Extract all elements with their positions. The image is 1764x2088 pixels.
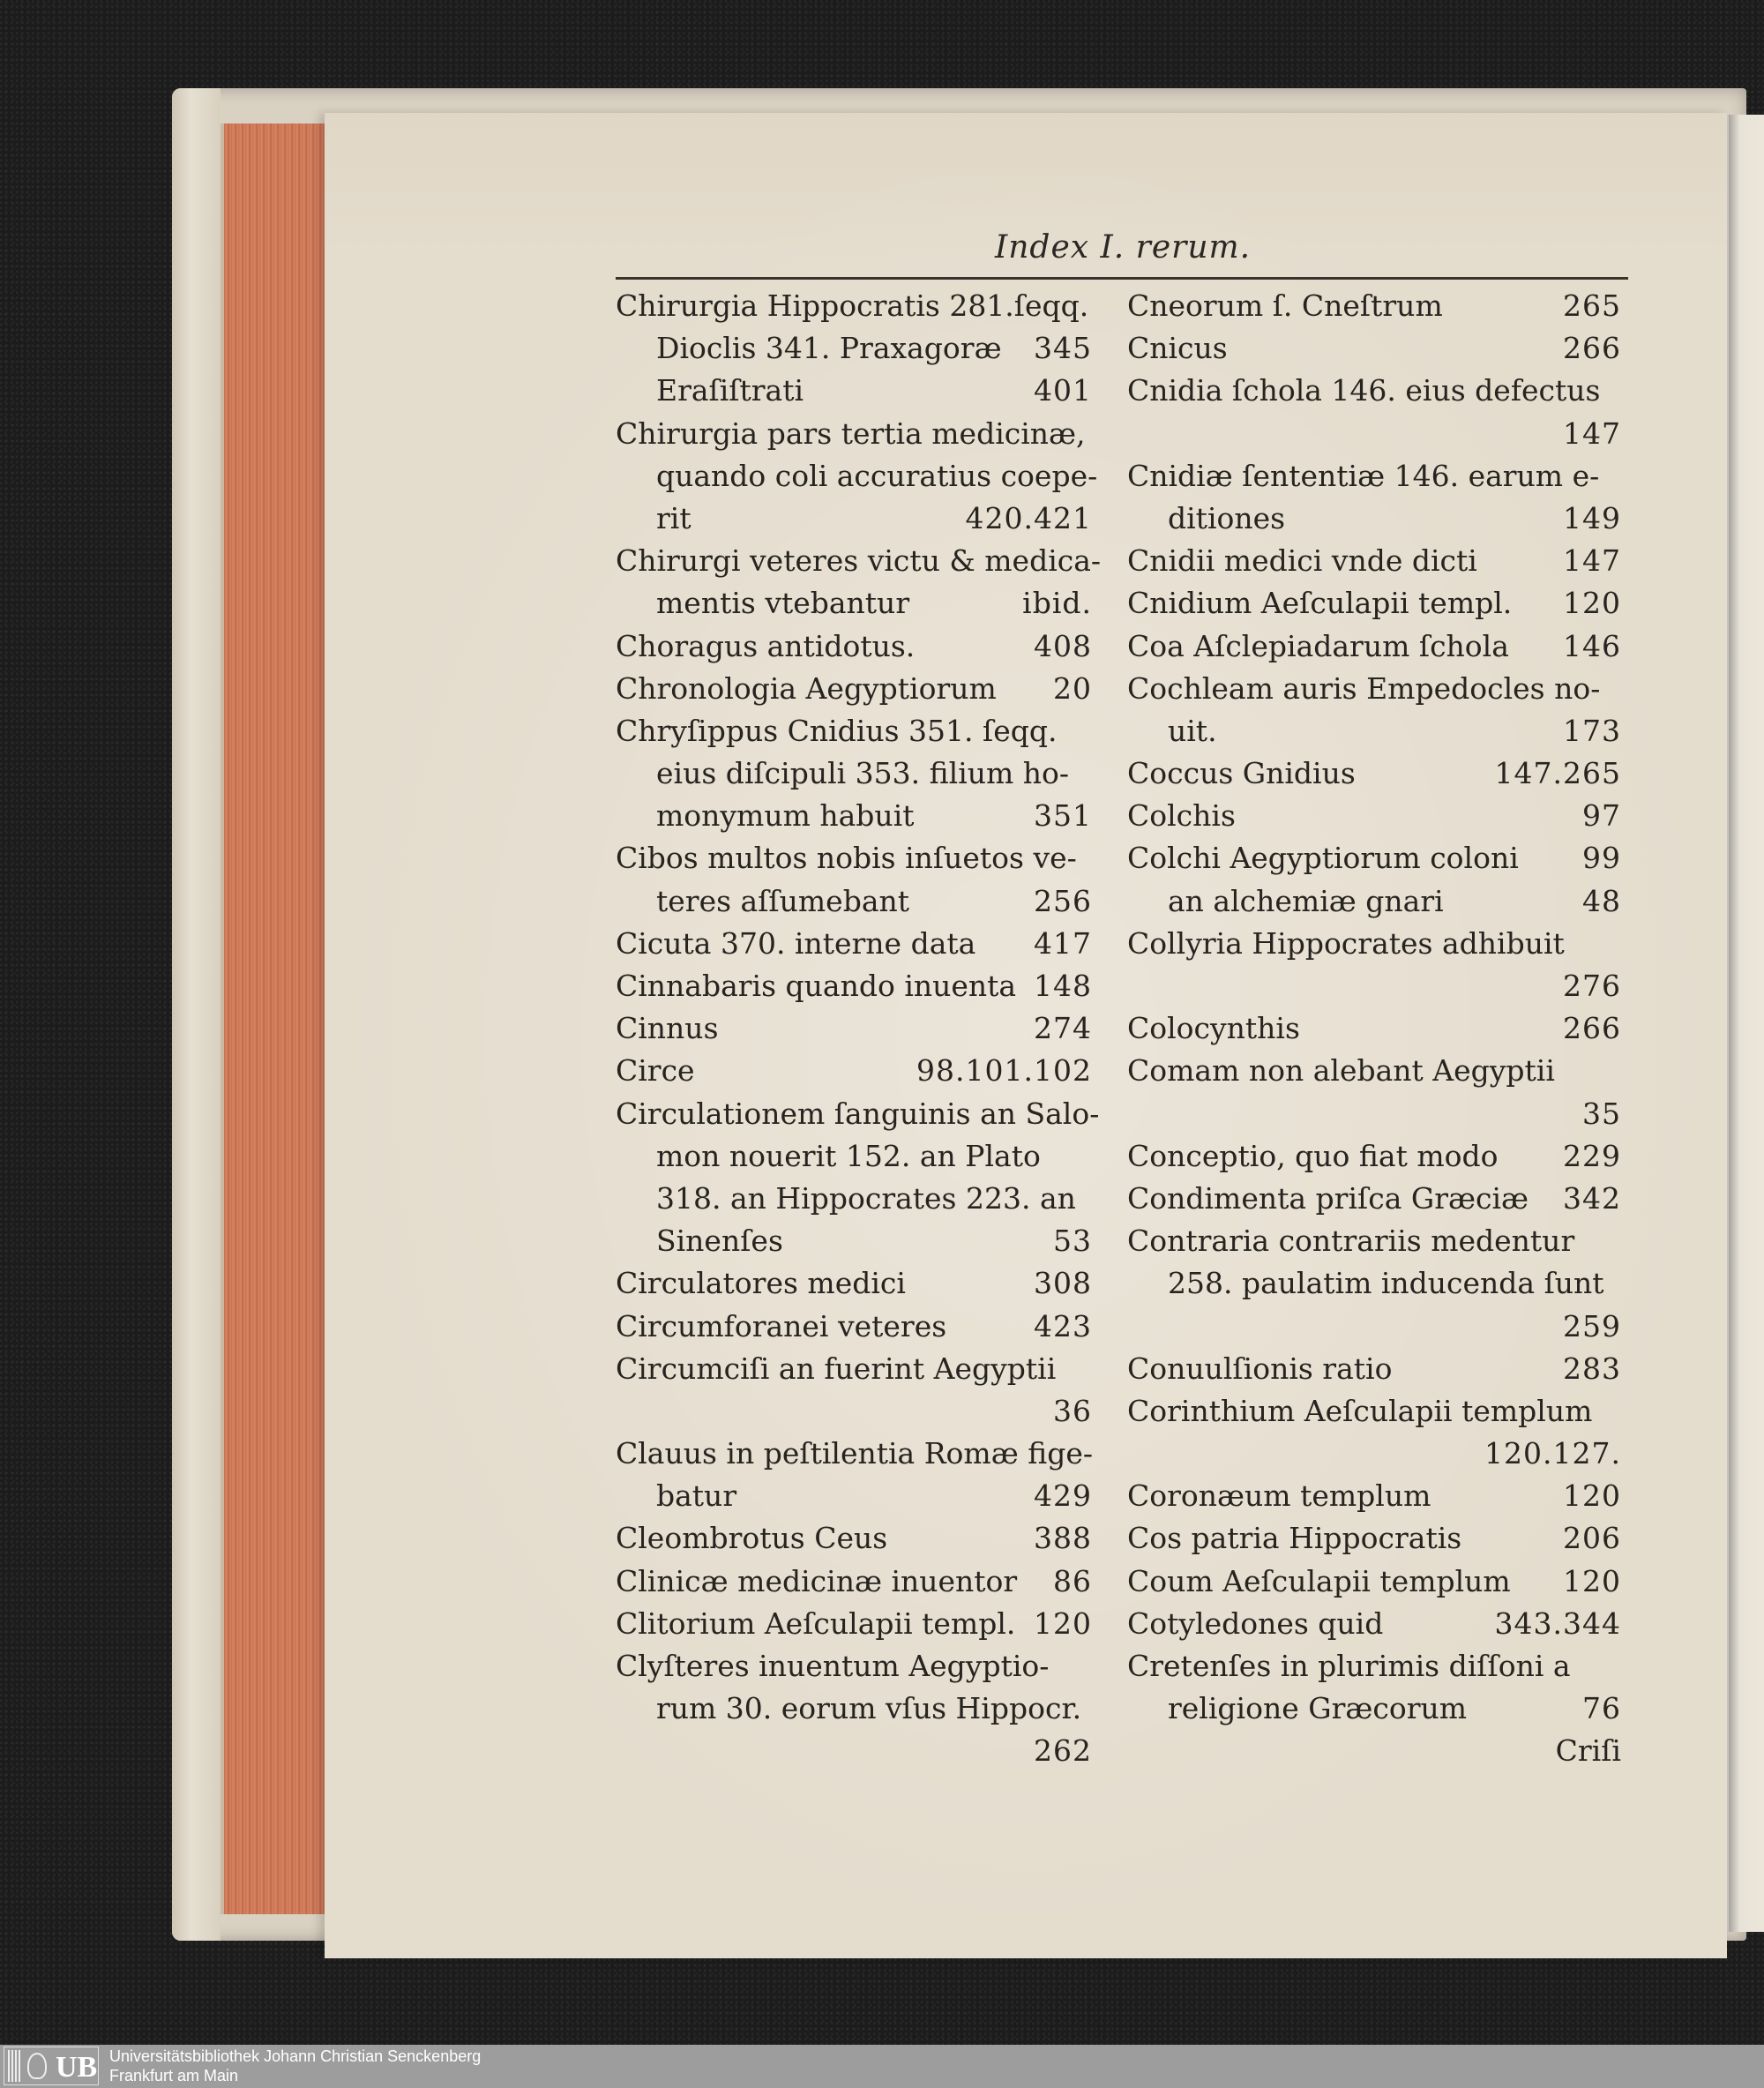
page-reference: 343.344 bbox=[1494, 1605, 1621, 1641]
index-entry-line bbox=[616, 1390, 1092, 1433]
page-reference: 120 bbox=[1563, 1563, 1621, 1598]
entry-text: religione Græcorum bbox=[1168, 1691, 1468, 1726]
page-reference: 48 bbox=[1582, 883, 1621, 918]
index-entry-line bbox=[616, 1050, 1092, 1092]
page-reference: 274 bbox=[1034, 1011, 1092, 1046]
entry-text: Circumciſi an fuerint Aegyptii bbox=[616, 1351, 1057, 1386]
entry-text: Clyſteres inuentum Aegyptio- bbox=[616, 1649, 1050, 1683]
entry-text: Cnidia ſchola 146. eius defectus bbox=[1127, 373, 1601, 408]
entry-text: monymum habuit bbox=[656, 798, 915, 834]
entry-text: Colocynthis bbox=[1127, 1011, 1300, 1046]
index-entry-line bbox=[616, 1730, 1092, 1772]
catchword-line bbox=[1127, 1730, 1621, 1772]
entry-text: Circe bbox=[616, 1053, 695, 1089]
index-entry-line bbox=[1127, 795, 1621, 837]
index-entry-line bbox=[616, 880, 1092, 923]
page-reference: 86 bbox=[1053, 1563, 1092, 1598]
index-entry-line bbox=[616, 752, 1092, 795]
entry-text: Cneorum ſ. Cneſtrum bbox=[1127, 288, 1443, 323]
index-entry-line bbox=[616, 965, 1092, 1007]
index-entry-line bbox=[1127, 1093, 1621, 1135]
index-entry-line bbox=[616, 1306, 1092, 1348]
page-reference: 35 bbox=[1582, 1096, 1621, 1131]
page-reference: 256 bbox=[1034, 883, 1092, 918]
index-entry-line bbox=[1127, 1178, 1621, 1220]
entry-text: rum 30. eorum vſus Hippocr. bbox=[656, 1691, 1082, 1726]
index-entry-line bbox=[616, 540, 1102, 582]
page-reference: 173 bbox=[1563, 713, 1621, 748]
page-reference: 149 bbox=[1563, 500, 1621, 535]
index-entry-line bbox=[1127, 1433, 1621, 1475]
entry-text: Cretenſes in plurimis diſſoni a bbox=[1127, 1649, 1571, 1683]
index-entry-line bbox=[1127, 880, 1621, 923]
entry-text: Circulationem ſanguinis an Salo- bbox=[616, 1096, 1100, 1131]
page-reference: 36 bbox=[1053, 1393, 1092, 1428]
header-rule bbox=[616, 277, 1628, 280]
entry-text: Conceptio, quo fiat modo bbox=[1127, 1138, 1499, 1173]
page-reference: 146 bbox=[1563, 628, 1621, 663]
portrait-icon bbox=[27, 2053, 47, 2079]
entry-text: eius diſcipuli 353. filium ho- bbox=[656, 756, 1070, 791]
entry-text: batur bbox=[656, 1478, 737, 1514]
entry-text: Circulatores medici bbox=[616, 1266, 906, 1301]
index-entry-line bbox=[1127, 1475, 1621, 1517]
index-entry-line bbox=[616, 285, 1092, 327]
library-footer-bar bbox=[0, 2045, 1764, 2088]
entry-text: Dioclis 341. Praxagoræ bbox=[656, 331, 1002, 366]
entry-text: Cnidii medici vnde dicti bbox=[1127, 543, 1477, 579]
index-entry-line bbox=[616, 582, 1092, 625]
entry-text: Clitorium Aeſculapii templ. bbox=[616, 1605, 1016, 1641]
page-reference: 206 bbox=[1563, 1521, 1621, 1556]
index-entry-line bbox=[1127, 413, 1621, 455]
index-entry-line bbox=[1127, 1348, 1621, 1390]
index-entry-line bbox=[1127, 965, 1621, 1007]
entry-text: rit bbox=[656, 500, 691, 535]
entry-text: Cochleam auris Empedocles no- bbox=[1127, 670, 1601, 706]
entry-text: Comam non alebant Aegyptii bbox=[1127, 1053, 1555, 1089]
index-entry-line bbox=[616, 455, 1098, 498]
binding-spine-fold bbox=[172, 88, 220, 1941]
page-reference: 266 bbox=[1563, 1011, 1621, 1046]
page-reference: 351 bbox=[1034, 798, 1092, 834]
entry-text: Coronæum templum bbox=[1127, 1478, 1431, 1514]
entry-text: mon nouerit 152. an Plato bbox=[656, 1138, 1041, 1173]
page-reference: 408 bbox=[1034, 628, 1092, 663]
entry-text: Contraria contrariis medentur bbox=[1127, 1224, 1575, 1259]
page-reference: 120 bbox=[1034, 1605, 1092, 1641]
index-entry-line bbox=[616, 1517, 1092, 1560]
index-entry-line bbox=[1127, 540, 1621, 582]
index-entry-line bbox=[616, 795, 1092, 837]
index-entry-line bbox=[1127, 752, 1621, 795]
index-entry-line bbox=[1127, 285, 1621, 327]
book-page bbox=[325, 113, 1727, 1958]
entry-text: Clauus in peſtilentia Romæ fige- bbox=[616, 1436, 1094, 1471]
index-column-right bbox=[1127, 285, 1621, 1773]
page-reference: 20 bbox=[1053, 670, 1092, 706]
index-entry-line bbox=[1127, 370, 1621, 412]
index-entry-line bbox=[1127, 923, 1621, 965]
index-entry-line bbox=[616, 1093, 1100, 1135]
entry-text: Cibos multos nobis inſuetos ve- bbox=[616, 841, 1077, 876]
page-reference: 262 bbox=[1034, 1733, 1092, 1769]
page-reference: 97 bbox=[1582, 798, 1621, 834]
page-reference: 266 bbox=[1563, 331, 1621, 366]
index-entry-line bbox=[1127, 1007, 1621, 1050]
institution-city: Frankfurt am Main bbox=[109, 2067, 239, 2084]
index-entry-line bbox=[616, 1007, 1092, 1050]
index-entry-line bbox=[616, 1645, 1092, 1688]
page-reference: 148 bbox=[1034, 969, 1092, 1003]
index-entry-line bbox=[1127, 498, 1621, 540]
page-reference: 120 bbox=[1563, 586, 1621, 621]
ub-logo-icon bbox=[4, 2047, 99, 2085]
index-entry-line bbox=[1127, 1390, 1621, 1433]
entry-text: Clinicæ medicinæ inuentor bbox=[616, 1563, 1018, 1598]
index-entry-line bbox=[616, 625, 1092, 668]
page-reference: 229 bbox=[1563, 1138, 1621, 1173]
entry-text: uit. bbox=[1168, 713, 1217, 748]
index-entry-line bbox=[616, 923, 1092, 965]
index-entry-line bbox=[616, 413, 1092, 455]
index-entry-line bbox=[1127, 582, 1621, 625]
entry-text: Cnidiæ ſententiæ 146. earum e- bbox=[1127, 458, 1600, 493]
index-entry-line bbox=[616, 668, 1092, 710]
entry-text: Corinthium Aeſculapii templum bbox=[1127, 1393, 1593, 1428]
page-reference: 388 bbox=[1034, 1521, 1092, 1556]
page-reference: 98.101.102 bbox=[916, 1053, 1092, 1089]
index-entry-line bbox=[1127, 668, 1621, 710]
entry-text: Sinenſes bbox=[656, 1224, 783, 1259]
running-head: Index I. rerum. bbox=[995, 229, 1252, 266]
index-entry-line bbox=[1127, 710, 1621, 752]
index-entry-line bbox=[1127, 1306, 1621, 1348]
entry-text: Coum Aeſculapii templum bbox=[1127, 1563, 1511, 1598]
page-reference: 120 bbox=[1563, 1478, 1621, 1514]
index-entry-line bbox=[1127, 837, 1621, 879]
page-reference: 120.127. bbox=[1484, 1436, 1621, 1471]
logo-text: UB bbox=[56, 2051, 98, 2084]
index-entry-line bbox=[1127, 455, 1621, 498]
page-reference: 342 bbox=[1563, 1180, 1621, 1216]
index-entry-line bbox=[616, 1178, 1092, 1220]
entry-text: Cotyledones quid bbox=[1127, 1605, 1384, 1641]
entry-text: ditiones bbox=[1168, 500, 1286, 535]
page-reference: 401 bbox=[1034, 373, 1092, 408]
index-entry-line bbox=[1127, 1262, 1621, 1305]
entry-text: Cnidium Aeſculapii templ. bbox=[1127, 586, 1513, 621]
index-entry-line bbox=[1127, 1517, 1621, 1560]
entry-text: quando coli accuratius coepe- bbox=[656, 458, 1098, 493]
page-reference: 99 bbox=[1582, 841, 1621, 876]
entry-text: Chronologia Aegyptiorum bbox=[616, 670, 997, 706]
page-reference: 265 bbox=[1563, 288, 1621, 323]
entry-text: Cnicus bbox=[1127, 331, 1228, 366]
page-reference: 259 bbox=[1563, 1308, 1621, 1343]
index-entry-line bbox=[616, 370, 1092, 412]
index-entry-line bbox=[616, 1220, 1092, 1262]
page-reference: 417 bbox=[1034, 925, 1092, 961]
entry-text: Cicuta 370. interne data bbox=[616, 925, 976, 961]
index-entry-line bbox=[616, 498, 1092, 540]
page-reference: 345 bbox=[1034, 331, 1092, 366]
pillars-icon bbox=[8, 2050, 20, 2082]
page-reference: 147.265 bbox=[1494, 756, 1621, 791]
catchword: Criſi bbox=[1555, 1733, 1621, 1769]
index-column-left bbox=[616, 285, 1102, 1773]
entry-text: Cinnabaris quando inuenta bbox=[616, 969, 1017, 1003]
index-entry-line bbox=[1127, 625, 1621, 668]
index-entry-line bbox=[616, 1603, 1092, 1645]
entry-text: Chirurgia Hippocratis 281.ſeqq. bbox=[616, 288, 1089, 323]
entry-text: Collyria Hippocrates adhibuit bbox=[1127, 925, 1565, 961]
entry-text: Coa Aſclepiadarum ſchola bbox=[1127, 628, 1509, 663]
entry-text: Chryſippus Cnidius 351. ſeqq. bbox=[616, 713, 1058, 748]
index-entry-line bbox=[616, 1475, 1092, 1517]
entry-text: Chirurgi veteres victu & medica- bbox=[616, 543, 1102, 579]
entry-text: Cleombrotus Ceus bbox=[616, 1521, 888, 1556]
entry-text: an alchemiæ gnari bbox=[1168, 883, 1444, 918]
entry-text: Conuulſionis ratio bbox=[1127, 1351, 1393, 1386]
index-entry-line bbox=[616, 1348, 1092, 1390]
page-reference: 147 bbox=[1563, 415, 1621, 451]
page-reference: 276 bbox=[1563, 969, 1621, 1003]
entry-text: Colchis bbox=[1127, 798, 1236, 834]
entry-text: Cinnus bbox=[616, 1011, 719, 1046]
page-reference: 423 bbox=[1034, 1308, 1092, 1343]
index-entry-line bbox=[616, 837, 1092, 879]
entry-text: Coccus Gnidius bbox=[1127, 756, 1356, 791]
index-entry-line bbox=[616, 1560, 1092, 1603]
index-entry-line bbox=[1127, 1050, 1621, 1092]
index-entry-line bbox=[616, 1262, 1092, 1305]
facing-page-edge bbox=[1727, 115, 1764, 1932]
page-reference: 308 bbox=[1034, 1266, 1092, 1301]
index-entry-line bbox=[1127, 1135, 1621, 1178]
entry-text: Colchi Aegyptiorum coloni bbox=[1127, 841, 1519, 876]
index-entry-line bbox=[616, 327, 1092, 370]
index-entry-line bbox=[1127, 1220, 1621, 1262]
entry-text: Cos patria Hippocratis bbox=[1127, 1521, 1462, 1556]
entry-text: 258. paulatim inducenda ſunt bbox=[1168, 1266, 1604, 1301]
entry-text: Eraſiſtrati bbox=[656, 373, 804, 408]
page-reference: 76 bbox=[1582, 1691, 1621, 1726]
index-entry-line bbox=[616, 710, 1092, 752]
index-entry-line bbox=[616, 1135, 1092, 1178]
index-entry-line bbox=[1127, 1560, 1621, 1603]
index-entry-line bbox=[1127, 1688, 1621, 1730]
page-reference: 283 bbox=[1563, 1351, 1621, 1386]
index-entry-line bbox=[616, 1433, 1092, 1475]
index-entry-line bbox=[1127, 1645, 1621, 1688]
page-reference: ibid. bbox=[1022, 586, 1092, 621]
page-reference: 429 bbox=[1034, 1478, 1092, 1514]
entry-text: Chirurgia pars tertia medicinæ, bbox=[616, 415, 1086, 451]
entry-text: Condimenta priſca Græciæ bbox=[1127, 1180, 1529, 1216]
entry-text: 318. an Hippocrates 223. an bbox=[656, 1180, 1076, 1216]
institution-name: Universitätsbibliothek Johann Christian Senckenberg bbox=[109, 2047, 482, 2065]
entry-text: Choragus antidotus. bbox=[616, 628, 916, 663]
index-entry-line bbox=[1127, 1603, 1621, 1645]
entry-text: Circumforanei veteres bbox=[616, 1308, 947, 1343]
page-reference: 420.421 bbox=[965, 500, 1092, 535]
index-entry-line bbox=[1127, 327, 1621, 370]
entry-text: teres aſſumebant bbox=[656, 883, 910, 918]
page-reference: 147 bbox=[1563, 543, 1621, 579]
red-page-edge bbox=[220, 123, 328, 1914]
page-reference: 53 bbox=[1053, 1224, 1092, 1259]
index-entry-line bbox=[616, 1688, 1092, 1730]
entry-text: mentis vtebantur bbox=[656, 586, 910, 621]
